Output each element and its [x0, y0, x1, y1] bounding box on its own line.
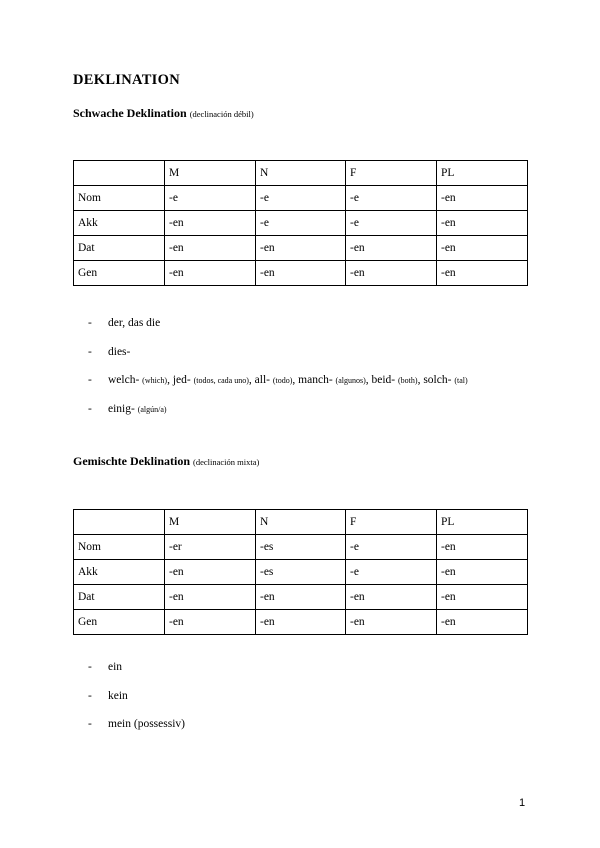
- section-subheading-text: (declinación mixta): [193, 457, 260, 467]
- section-heading-mixed: [73, 454, 259, 469]
- word-text: dies-: [108, 345, 131, 358]
- table-row: [74, 610, 528, 635]
- translation-note: (algunos): [335, 376, 366, 385]
- ending-cell: -en: [165, 560, 256, 585]
- word-text: , beid-: [365, 374, 399, 386]
- translation-note: (algún/a): [137, 404, 167, 414]
- weak-declension-table: [73, 160, 528, 286]
- word-text: der, das die: [108, 317, 161, 329]
- list-dash: -: [88, 402, 92, 415]
- table-row: [74, 236, 528, 261]
- case-label-cell: Nom: [74, 535, 165, 560]
- table-row: [74, 535, 528, 560]
- ending-cell: -en: [165, 236, 256, 261]
- section-heading-weak: [73, 106, 254, 121]
- case-label-cell: Dat: [74, 585, 165, 610]
- section-subheading-text: (declinación débil): [189, 109, 254, 119]
- table-row: [74, 211, 528, 236]
- section-heading-text: Gemischte Deklination: [73, 454, 190, 468]
- list-item: [88, 660, 185, 689]
- list-dash: -: [88, 317, 92, 329]
- ending-cell: -en: [437, 186, 528, 211]
- ending-cell: -en: [346, 610, 437, 635]
- ending-cell: -e: [346, 535, 437, 560]
- table-row: [74, 560, 528, 585]
- table-header-cell: M: [165, 510, 256, 535]
- ending-cell: -en: [256, 585, 346, 610]
- table-header-cell: PL: [437, 510, 528, 535]
- word-text: , jed-: [167, 374, 194, 386]
- ending-cell: -en: [256, 236, 346, 261]
- ending-cell: -e: [346, 560, 437, 585]
- word-text: einig-: [108, 402, 138, 415]
- table-header-cell: N: [256, 161, 346, 186]
- table-header-row: [74, 510, 528, 535]
- word-text: , all-: [248, 374, 273, 386]
- ending-cell: -e: [256, 211, 346, 236]
- word-text: welch-: [108, 374, 143, 386]
- table-row: [74, 186, 528, 211]
- ending-cell: -e: [256, 186, 346, 211]
- case-label-cell: Nom: [74, 186, 165, 211]
- word-text: kein: [108, 689, 128, 702]
- ending-cell: -en: [256, 261, 346, 286]
- word-text: ein: [108, 661, 123, 673]
- case-label-cell: Dat: [74, 236, 165, 261]
- table-header-cell: F: [346, 161, 437, 186]
- ending-cell: -en: [437, 560, 528, 585]
- table-header-cell: PL: [437, 161, 528, 186]
- list-dash: -: [88, 374, 92, 386]
- ending-cell: -en: [346, 585, 437, 610]
- case-label-cell: Akk: [74, 211, 165, 236]
- list-item: [88, 717, 185, 746]
- list-item: [88, 316, 468, 345]
- mixed-declension-word-list: [88, 660, 185, 746]
- table-row: [74, 261, 528, 286]
- ending-cell: -en: [346, 261, 437, 286]
- table-header-cell: M: [165, 161, 256, 186]
- table-header-cell: N: [256, 510, 346, 535]
- weak-declension-word-list: [88, 316, 468, 430]
- ending-cell: -en: [437, 585, 528, 610]
- list-item: [88, 689, 185, 718]
- ending-cell: -er: [165, 535, 256, 560]
- ending-cell: -e: [346, 211, 437, 236]
- ending-cell: -en: [165, 585, 256, 610]
- translation-note: (todo): [272, 376, 293, 385]
- table-row: [74, 585, 528, 610]
- ending-cell: -en: [256, 610, 346, 635]
- list-dash: -: [88, 718, 92, 730]
- case-label-cell: Akk: [74, 560, 165, 585]
- translation-note: (both): [398, 376, 418, 385]
- table-header-cell: [74, 510, 165, 535]
- mixed-declension-table: [73, 509, 528, 635]
- list-dash: -: [88, 661, 92, 673]
- section-heading-text: Schwache Deklination: [73, 106, 187, 120]
- page-number: 1: [519, 797, 526, 809]
- translation-note: (todos, cada uno): [193, 376, 249, 385]
- list-dash: -: [88, 689, 92, 702]
- ending-cell: -en: [437, 261, 528, 286]
- ending-cell: -es: [256, 560, 346, 585]
- list-item: [88, 373, 468, 402]
- ending-cell: -en: [165, 610, 256, 635]
- word-text: mein (possessiv): [108, 718, 185, 730]
- ending-cell: -es: [256, 535, 346, 560]
- list-item: [88, 402, 468, 431]
- ending-cell: -en: [437, 610, 528, 635]
- ending-cell: -en: [165, 211, 256, 236]
- table-header-row: [74, 161, 528, 186]
- table-header-cell: F: [346, 510, 437, 535]
- ending-cell: -e: [165, 186, 256, 211]
- word-text: , solch-: [417, 374, 455, 386]
- ending-cell: -en: [346, 236, 437, 261]
- page-title: DEKLINATION: [73, 72, 180, 88]
- translation-note: (tal): [454, 376, 468, 385]
- list-item: [88, 345, 468, 374]
- ending-cell: -en: [437, 236, 528, 261]
- list-dash: -: [88, 345, 92, 358]
- ending-cell: -en: [437, 211, 528, 236]
- case-label-cell: Gen: [74, 261, 165, 286]
- translation-note: (which): [142, 376, 168, 385]
- ending-cell: -en: [437, 535, 528, 560]
- ending-cell: -en: [165, 261, 256, 286]
- word-text: , manch-: [292, 374, 336, 386]
- ending-cell: -e: [346, 186, 437, 211]
- table-header-cell: [74, 161, 165, 186]
- case-label-cell: Gen: [74, 610, 165, 635]
